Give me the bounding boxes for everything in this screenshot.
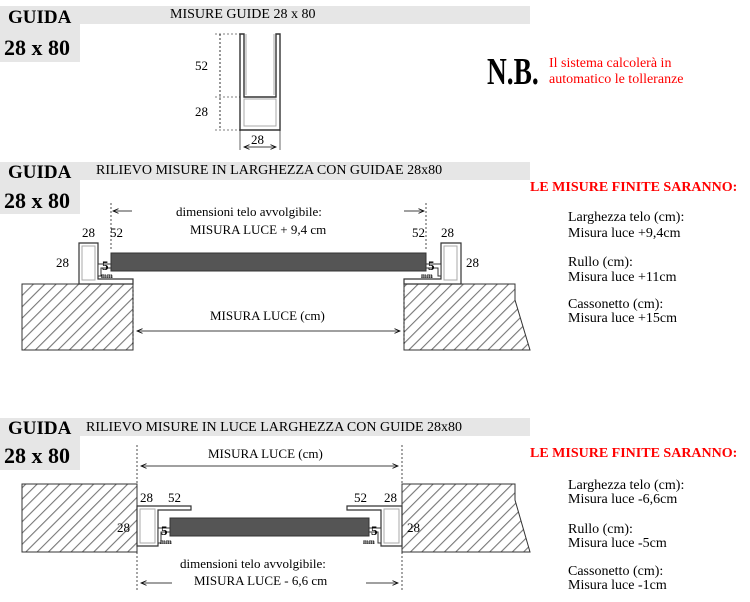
results-2-cassonetto-label: Cassonetto (cm):	[568, 564, 664, 579]
diagram-2-side-28-right: 28	[407, 520, 420, 535]
diagram-1-gap-5-left: 5	[102, 258, 109, 273]
results-1-cassonetto-label: Cassonetto (cm):	[568, 297, 664, 312]
note-nb: N.B.	[487, 51, 539, 93]
results-1-rullo-value: Misura luce +11cm	[568, 270, 677, 285]
diagram-2-gap-mm-left: mm	[160, 538, 172, 546]
diagram-2-dim-52-right: 52	[354, 490, 367, 505]
diagram-2-gap-5-right: 5	[371, 523, 378, 538]
diagram-1-telo-label: dimensioni telo avvolgibile:	[176, 204, 322, 219]
section-3-header: RILIEVO MISURE IN LUCE LARGHEZZA CON GUIDE 28x80	[86, 420, 463, 435]
diagram-2-dim-28-left: 28	[140, 490, 153, 505]
diagram-1-dim-52-left: 52	[110, 225, 123, 240]
results-1-title: LE MISURE FINITE SARANNO:	[530, 180, 738, 195]
section-2-tag-size: 28 x 80	[4, 188, 70, 213]
diagram-2-gap-5-left: 5	[161, 523, 168, 538]
results-2-telo-value: Misura luce -6,6cm	[568, 492, 678, 507]
diagram-2-luce-label: MISURA LUCE (cm)	[208, 446, 323, 461]
diagram-1-dim-52-right: 52	[412, 225, 425, 240]
results-1-telo-value: Misura luce +9,4cm	[568, 226, 681, 241]
results-2-title: LE MISURE FINITE SARANNO:	[530, 446, 738, 461]
results-2-telo-label: Larghezza telo (cm):	[568, 478, 685, 493]
section-3-tag-title: GUIDA	[8, 418, 72, 439]
diagram-1-dim-28-right: 28	[441, 225, 454, 240]
profile-dim-28: 28	[195, 104, 208, 119]
section-2-tag-title: GUIDA	[8, 162, 72, 183]
diagram-1-telo-value: MISURA LUCE + 9,4 cm	[190, 222, 327, 237]
note-line-2: automatico le tolleranze	[549, 72, 684, 87]
section-1-tag-title: GUIDA	[8, 7, 72, 28]
section-2-header: RILIEVO MISURE IN LARGHEZZA CON GUIDAE 28x80	[96, 163, 443, 178]
diagram-1-gap-5-right: 5	[428, 258, 435, 273]
guide-profile-drawing	[215, 34, 280, 150]
results-2-rullo-label: Rullo (cm):	[568, 522, 633, 537]
diagram-2-telo-value: MISURA LUCE - 6,6 cm	[194, 573, 328, 588]
diagram-1-dim-28-left: 28	[82, 225, 95, 240]
section-1-tag-size: 28 x 80	[4, 35, 70, 60]
profile-dim-52: 52	[195, 58, 208, 73]
diagram-1-luce-label: MISURA LUCE (cm)	[210, 308, 325, 323]
results-1-telo-label: Larghezza telo (cm):	[568, 210, 685, 225]
diagram-2-dim-28-right: 28	[384, 490, 397, 505]
diagram-1-side-28-right: 28	[466, 255, 479, 270]
diagram-2-telo-label: dimensioni telo avvolgibile:	[180, 556, 326, 571]
diagram-1-gap-mm-left: mm	[101, 272, 113, 280]
results-2-rullo-value: Misura luce -5cm	[568, 536, 667, 551]
diagram-2-dim-52-left: 52	[168, 490, 181, 505]
diagram-1-gap-mm-right: mm	[421, 272, 433, 280]
section-1-header: MISURE GUIDE 28 x 80	[170, 7, 316, 22]
results-1-cassonetto-value: Misura luce +15cm	[568, 311, 677, 326]
results-2-cassonetto-value: Misura luce -1cm	[568, 578, 667, 593]
note-line-1: Il sistema calcolerà in	[549, 56, 672, 71]
diagram-2-gap-mm-right: mm	[363, 538, 375, 546]
profile-dim-bottom-28: 28	[251, 132, 264, 147]
section-3-tag-size: 28 x 80	[4, 443, 70, 468]
diagram-2-side-28-left: 28	[117, 520, 130, 535]
diagram-1-side-28-left: 28	[56, 255, 69, 270]
results-1-rullo-label: Rullo (cm):	[568, 255, 633, 270]
